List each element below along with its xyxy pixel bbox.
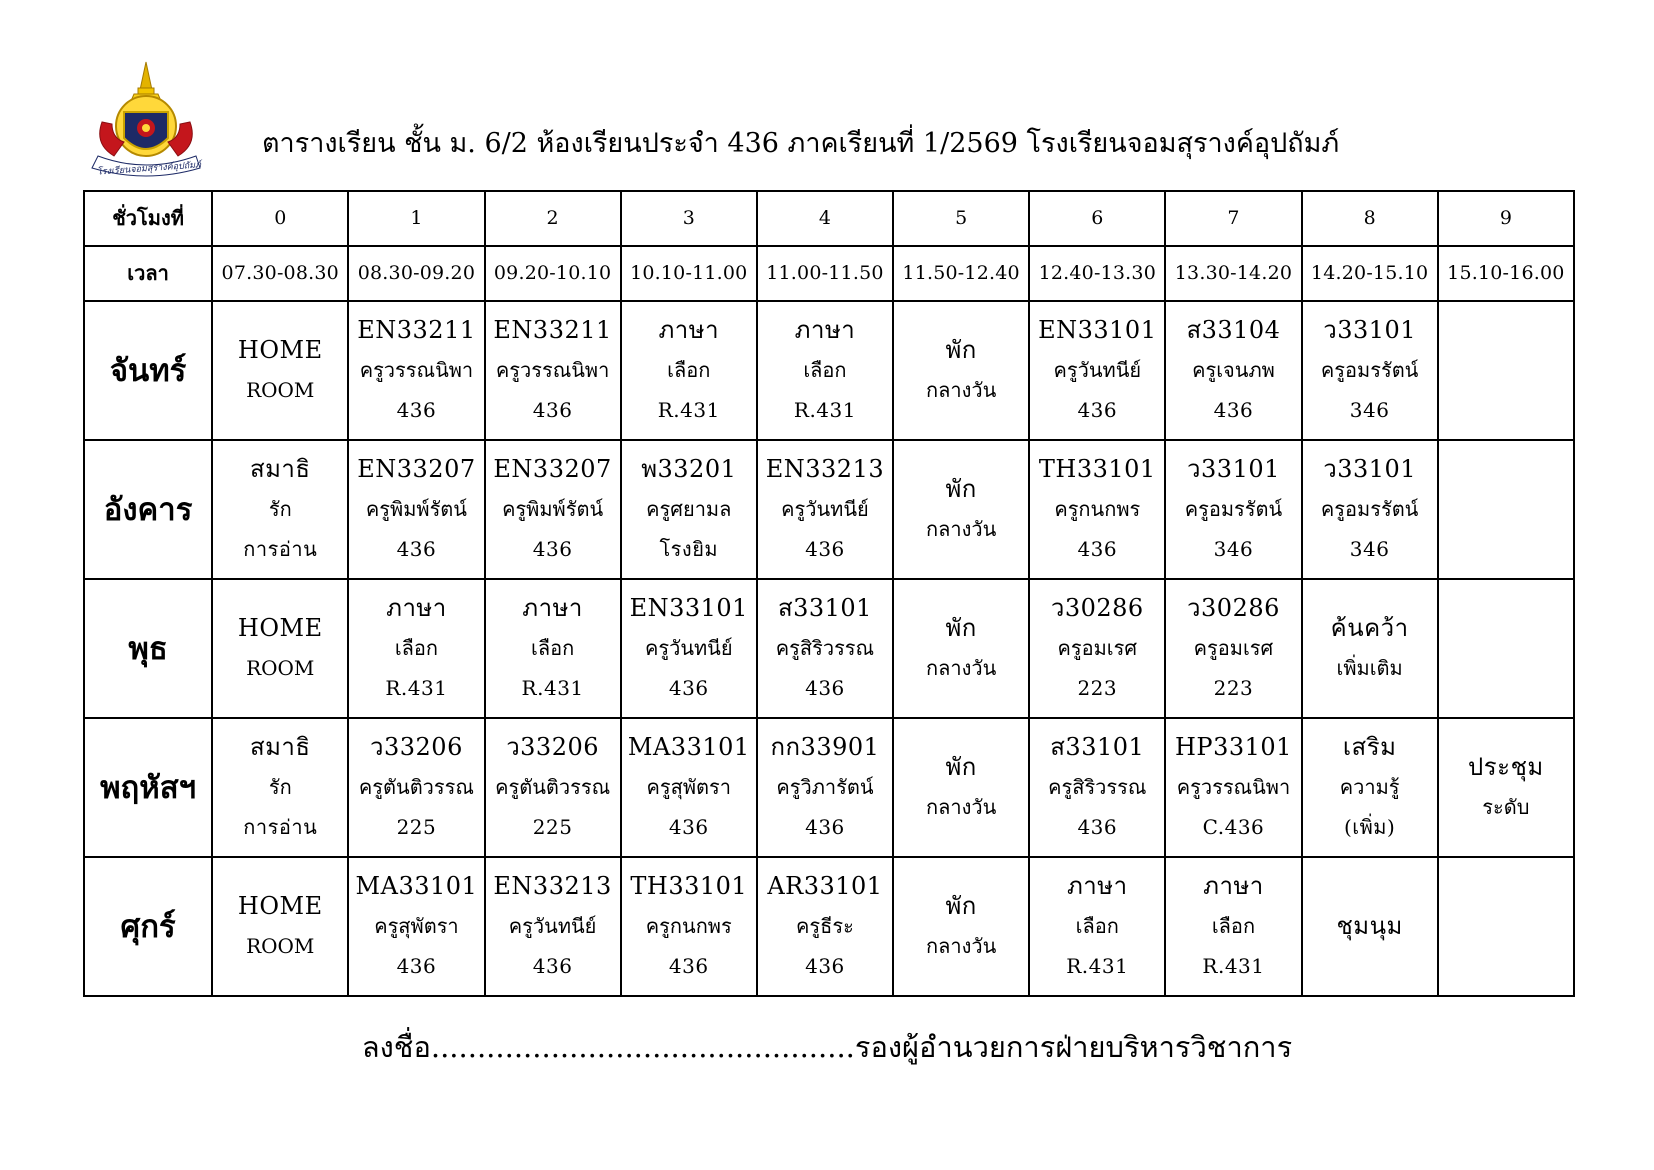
class-cell-content — [349, 302, 483, 439]
day-label: ศุกร์ — [84, 857, 212, 996]
period-time: 15.10-16.00 — [1438, 246, 1574, 301]
class-cell-content — [1166, 719, 1300, 856]
subject-code: ภาษา — [386, 594, 447, 623]
class-cell — [1165, 579, 1301, 718]
class-cell — [1029, 857, 1165, 996]
class-cell-content — [486, 719, 620, 856]
room-number: R.431 — [1066, 954, 1129, 979]
class-cell — [1165, 718, 1301, 857]
teacher-name: ครูวรรณนิพา — [1176, 775, 1291, 800]
class-cell — [348, 857, 484, 996]
class-cell — [1165, 301, 1301, 440]
teacher-name: เลือก — [667, 358, 711, 383]
teacher-name: ครูวันทนีย์ — [781, 497, 869, 522]
subject-code: EN33101 — [629, 594, 748, 623]
class-cell — [621, 579, 757, 718]
subject-code: ภาษา — [794, 316, 856, 345]
class-cell-content — [622, 580, 756, 717]
teacher-name: ครูสุพัตรา — [374, 914, 459, 939]
class-cell — [893, 718, 1029, 857]
period-number: 5 — [893, 191, 1029, 246]
subject-code: ว33101 — [1323, 455, 1417, 484]
class-cell — [893, 579, 1029, 718]
subject-code: ว33206 — [506, 733, 600, 762]
teacher-name: ROOM — [246, 656, 315, 681]
subject-code: EN33213 — [765, 455, 885, 484]
teacher-name: ครูเจนภพ — [1192, 358, 1275, 383]
class-cell — [757, 857, 893, 996]
class-cell-content — [213, 580, 347, 717]
subject-code: ภาษา — [1203, 872, 1264, 901]
class-cell — [893, 301, 1029, 440]
class-cell — [621, 440, 757, 579]
class-cell-content — [1303, 580, 1437, 717]
room-number: 436 — [668, 815, 709, 840]
class-cell — [485, 718, 621, 857]
class-cell-content — [758, 580, 892, 717]
room-number: 436 — [532, 537, 573, 562]
class-cell-content — [894, 858, 1028, 995]
teacher-name: ครูอมเรศ — [1193, 636, 1274, 661]
subject-code: HOME — [237, 336, 323, 365]
room-number: 436 — [805, 676, 845, 701]
room-number: 436 — [668, 954, 709, 979]
class-cell-content — [1166, 441, 1300, 578]
class-cell-content — [1439, 858, 1573, 995]
room-number: 436 — [1213, 398, 1254, 423]
period-label: ชั่วโมงที่ — [84, 191, 212, 246]
teacher-name: ครูวรรณนิพา — [359, 358, 474, 383]
class-cell-content — [213, 719, 347, 856]
teacher-name: เพิ่มเติม — [1336, 656, 1403, 681]
class-cell — [348, 301, 484, 440]
teacher-name: ครูวันทนีย์ — [508, 914, 597, 939]
room-number: 436 — [396, 537, 437, 562]
class-cell-content — [1303, 858, 1437, 995]
teacher-name: ความรู้ — [1339, 775, 1400, 800]
class-cell — [621, 718, 757, 857]
room-number: 436 — [532, 954, 573, 979]
teacher-name: ครูกนกพร — [645, 914, 732, 939]
teacher-name: กลางวัน — [925, 934, 997, 959]
school-logo — [84, 60, 214, 180]
room-number: 436 — [1077, 537, 1118, 562]
room-number: R.431 — [385, 676, 448, 701]
room-number: 436 — [396, 954, 437, 979]
class-cell — [348, 440, 484, 579]
class-cell-content — [486, 580, 620, 717]
subject-code: ส33101 — [777, 594, 872, 623]
teacher-name: กลางวัน — [925, 656, 997, 681]
class-cell-content — [213, 441, 347, 578]
subject-code: MA33101 — [355, 872, 478, 901]
class-cell — [757, 440, 893, 579]
subject-code: TH33101 — [630, 872, 748, 901]
class-cell — [1438, 857, 1574, 996]
class-cell — [1438, 718, 1574, 857]
class-cell — [212, 440, 348, 579]
subject-code: ว33101 — [1323, 316, 1417, 345]
room-number: 436 — [1077, 815, 1118, 840]
class-cell-content — [1030, 580, 1164, 717]
class-cell — [621, 301, 757, 440]
class-cell-content — [1439, 580, 1573, 717]
subject-code: EN33211 — [357, 316, 476, 345]
teacher-name: เลือก — [1075, 914, 1119, 939]
class-cell-content — [486, 441, 620, 578]
teacher-name: เลือก — [1211, 914, 1256, 939]
class-cell — [621, 857, 757, 996]
class-cell-content — [349, 858, 483, 995]
period-time: 07.30-08.30 — [212, 246, 348, 301]
class-cell — [1438, 579, 1574, 718]
class-cell-content — [1030, 302, 1164, 439]
period-time: 09.20-10.10 — [485, 246, 621, 301]
room-number: R.431 — [521, 676, 584, 701]
teacher-name: ครูศยามล — [646, 497, 732, 522]
class-cell-content — [758, 858, 892, 995]
room-number: โรงยิม — [659, 537, 719, 562]
class-cell-content — [758, 302, 892, 439]
subject-code: พัก — [945, 753, 977, 782]
class-cell — [1302, 579, 1438, 718]
class-cell-content — [894, 719, 1028, 856]
room-number: 436 — [1077, 398, 1118, 423]
teacher-name: รัก — [268, 775, 292, 800]
subject-code: ส33101 — [1050, 733, 1145, 762]
room-number: 346 — [1349, 537, 1390, 562]
day-row — [84, 301, 1574, 440]
teacher-name: ครูวิภารัตน์ — [776, 775, 874, 800]
subject-code: ส33104 — [1186, 316, 1281, 345]
subject-code: ว30286 — [1050, 594, 1144, 623]
subject-code: ภาษา — [1066, 872, 1128, 901]
subject-code: EN33101 — [1038, 316, 1157, 345]
room-number: 436 — [805, 537, 845, 562]
class-cell — [212, 857, 348, 996]
subject-code: พัก — [945, 475, 977, 504]
subject-code: ภาษา — [522, 594, 583, 623]
class-cell-content — [622, 302, 756, 439]
teacher-name: ระดับ — [1482, 795, 1530, 820]
subject-code: HOME — [237, 892, 323, 921]
class-cell-content — [622, 441, 756, 578]
time-header-row — [84, 246, 1574, 301]
period-number: 0 — [212, 191, 348, 246]
class-cell-content — [349, 580, 483, 717]
class-cell — [1165, 440, 1301, 579]
class-cell-content — [349, 719, 483, 856]
period-header-row — [84, 191, 1574, 246]
page-title: ตารางเรียน ชั้น ม. 6/2 ห้องเรียนประจำ 436 ภาคเรียนที่ 1/2569 โรงเรียนจอมสุรางค์อุปถัมภ์ — [262, 128, 1340, 159]
class-cell-content — [213, 302, 347, 439]
class-cell-content — [349, 441, 483, 578]
period-time: 08.30-09.20 — [348, 246, 484, 301]
subject-code: ว30286 — [1187, 594, 1280, 623]
period-time: 13.30-14.20 — [1165, 246, 1301, 301]
day-row — [84, 440, 1574, 579]
teacher-name: ครูวันทนีย์ — [644, 636, 733, 661]
subject-code: ประชุม — [1468, 753, 1544, 782]
class-cell-content — [894, 302, 1028, 439]
class-cell — [485, 579, 621, 718]
class-cell — [1302, 718, 1438, 857]
day-label: พฤหัสฯ — [84, 718, 212, 857]
day-row — [84, 718, 1574, 857]
class-cell-content — [1303, 719, 1437, 856]
class-cell-content — [486, 858, 620, 995]
teacher-name: เลือก — [394, 636, 439, 661]
subject-code: สมาธิ — [249, 733, 311, 762]
teacher-name: ครูอมรรัตน์ — [1320, 358, 1419, 383]
class-cell — [1302, 440, 1438, 579]
room-number: R.431 — [1202, 954, 1265, 979]
class-cell — [1438, 301, 1574, 440]
class-cell-content — [1303, 441, 1437, 578]
room-number: C.436 — [1202, 815, 1265, 840]
period-time: 11.00-11.50 — [757, 246, 893, 301]
class-cell-content — [622, 719, 756, 856]
period-number: 2 — [485, 191, 621, 246]
class-cell — [348, 718, 484, 857]
teacher-name: ครูพิมพ์รัตน์ — [502, 497, 604, 522]
period-number: 6 — [1029, 191, 1165, 246]
teacher-name: รัก — [268, 497, 292, 522]
logo-caption: โรงเรียนจอมสุรางค์อุปถัมภ์ — [96, 160, 202, 178]
room-number: R.431 — [793, 398, 856, 423]
subject-code: MA33101 — [627, 733, 750, 762]
subject-code: EN33213 — [493, 872, 612, 901]
teacher-name: ครูกนกพร — [1054, 497, 1141, 522]
teacher-name: ครูธีระ — [796, 914, 854, 939]
period-time: 14.20-15.10 — [1302, 246, 1438, 301]
class-cell-content — [1030, 719, 1164, 856]
period-number: 1 — [348, 191, 484, 246]
class-cell-content — [1439, 302, 1573, 439]
teacher-name: ROOM — [246, 934, 315, 959]
subject-code: สมาธิ — [249, 455, 311, 484]
subject-code: EN33207 — [493, 455, 612, 484]
class-cell — [1438, 440, 1574, 579]
subject-code: ค้นคว้า — [1330, 614, 1409, 643]
teacher-name: ครูตันติวรรณ — [495, 775, 611, 800]
class-cell — [1029, 579, 1165, 718]
subject-code: กก33901 — [770, 733, 880, 762]
class-cell-content — [1439, 441, 1573, 578]
room-number: 436 — [805, 815, 845, 840]
teacher-name: ROOM — [246, 378, 315, 403]
room-number: 436 — [805, 954, 845, 979]
subject-code: ว33101 — [1187, 455, 1280, 484]
room-number: 223 — [1213, 676, 1254, 701]
subject-code: ชุมนุม — [1336, 912, 1403, 941]
teacher-name: เลือก — [530, 636, 575, 661]
class-cell — [893, 440, 1029, 579]
period-number: 3 — [621, 191, 757, 246]
class-cell-content — [894, 441, 1028, 578]
teacher-name: กลางวัน — [925, 795, 997, 820]
teacher-name: ครูสิริวรรณ — [775, 636, 875, 661]
class-cell — [1029, 440, 1165, 579]
room-number: R.431 — [657, 398, 720, 423]
subject-code: พัก — [945, 336, 977, 365]
teacher-name: ครูสุพัตรา — [646, 775, 732, 800]
subject-code: พ33201 — [641, 455, 737, 484]
room-number: 346 — [1349, 398, 1390, 423]
teacher-name: เลือก — [803, 358, 847, 383]
room-number: 225 — [532, 815, 573, 840]
class-cell-content — [1439, 719, 1573, 856]
teacher-name: ครูอมรรัตน์ — [1320, 497, 1419, 522]
room-number: 223 — [1077, 676, 1118, 701]
class-cell-content — [758, 441, 892, 578]
class-cell — [1302, 301, 1438, 440]
class-cell-content — [1030, 441, 1164, 578]
class-cell-content — [486, 302, 620, 439]
class-cell-content — [1303, 302, 1437, 439]
room-number: 225 — [396, 815, 437, 840]
class-cell — [757, 718, 893, 857]
room-number: การอ่าน — [243, 815, 318, 840]
class-cell — [485, 857, 621, 996]
day-label: จันทร์ — [84, 301, 212, 440]
class-cell — [485, 301, 621, 440]
class-cell — [757, 579, 893, 718]
class-cell — [485, 440, 621, 579]
class-cell-content — [1166, 580, 1300, 717]
class-cell-content — [1166, 302, 1300, 439]
day-row — [84, 579, 1574, 718]
class-cell — [757, 301, 893, 440]
subject-code: ว33206 — [370, 733, 463, 762]
class-cell — [1029, 718, 1165, 857]
subject-code: HOME — [237, 614, 323, 643]
class-cell-content — [1166, 858, 1300, 995]
teacher-name: ครูวันทนีย์ — [1053, 358, 1142, 383]
room-number: 346 — [1213, 537, 1254, 562]
subject-code: EN33211 — [493, 316, 612, 345]
class-cell — [212, 579, 348, 718]
teacher-name: กลางวัน — [925, 517, 997, 542]
teacher-name: ครูตันติวรรณ — [358, 775, 474, 800]
day-row — [84, 857, 1574, 996]
subject-code: พัก — [945, 614, 977, 643]
subject-code: TH33101 — [1038, 455, 1156, 484]
day-label: อังคาร — [84, 440, 212, 579]
day-label: พุธ — [84, 579, 212, 718]
period-time: 12.40-13.30 — [1029, 246, 1165, 301]
room-number: (เพิ่ม) — [1343, 815, 1396, 840]
class-cell — [212, 301, 348, 440]
subject-code: HP33101 — [1174, 733, 1292, 762]
period-time: 11.50-12.40 — [893, 246, 1029, 301]
class-cell — [348, 579, 484, 718]
signature-line: ลงชื่อ..............................................รองผู้อำนวยการฝ่ายบริหารวิชาการ — [361, 1030, 1293, 1064]
teacher-name: ครูอมเรศ — [1057, 636, 1138, 661]
teacher-name: กลางวัน — [925, 378, 997, 403]
subject-code: ภาษา — [658, 316, 720, 345]
subject-code: พัก — [945, 892, 977, 921]
class-cell-content — [1030, 858, 1164, 995]
class-cell-content — [894, 580, 1028, 717]
teacher-name: ครูพิมพ์รัตน์ — [365, 497, 467, 522]
class-cell-content — [758, 719, 892, 856]
period-number: 9 — [1438, 191, 1574, 246]
period-time: 10.10-11.00 — [621, 246, 757, 301]
class-cell — [1165, 857, 1301, 996]
subject-code: EN33207 — [357, 455, 476, 484]
teacher-name: ครูสิริวรรณ — [1048, 775, 1147, 800]
period-number: 4 — [757, 191, 893, 246]
period-number: 8 — [1302, 191, 1438, 246]
teacher-name: ครูวรรณนิพา — [495, 358, 610, 383]
room-number: 436 — [396, 398, 437, 423]
class-cell — [1302, 857, 1438, 996]
class-cell-content — [622, 858, 756, 995]
room-number: 436 — [532, 398, 573, 423]
class-cell-content — [213, 858, 347, 995]
teacher-name: ครูอมรรัตน์ — [1184, 497, 1283, 522]
time-label: เวลา — [84, 246, 212, 301]
period-number: 7 — [1165, 191, 1301, 246]
class-cell — [1029, 301, 1165, 440]
timetable — [83, 190, 1575, 997]
class-cell — [212, 718, 348, 857]
subject-code: เสริม — [1342, 733, 1397, 762]
subject-code: AR33101 — [767, 872, 883, 901]
room-number: การอ่าน — [243, 537, 318, 562]
room-number: 436 — [668, 676, 709, 701]
class-cell — [893, 857, 1029, 996]
